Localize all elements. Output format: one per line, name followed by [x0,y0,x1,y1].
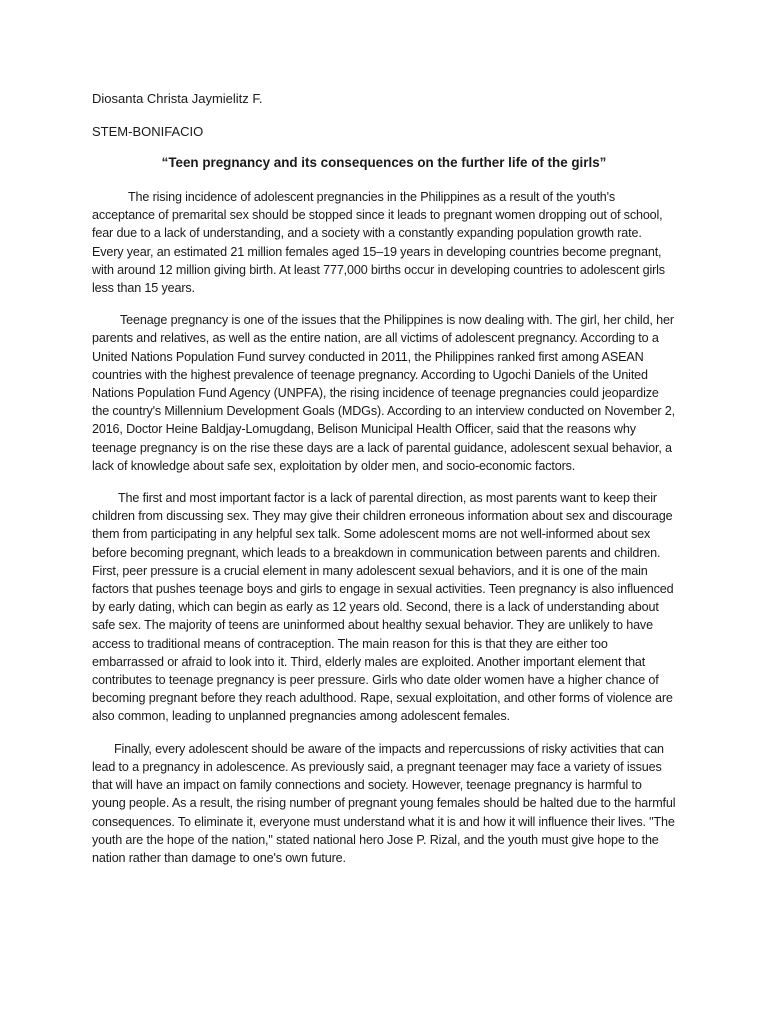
essay-title: “Teen pregnancy and its consequences on the further life of the girls” [161,155,607,170]
author-name: Diosanta Christa Jaymielitz F. [92,91,263,106]
paragraph-3: The first and most important factor is a lack of parental direction, as most parents want to keep their children from discussing sex. They may give their children erroneous information about sex and discourage them from participating in any helpful sex talk. Some adolescent moms are not well-informed about sex before becoming pregnant, which leads to a breakdown in communication between parents and children. First, peer pressure is a crucial element in many adolescent sexual behaviors, and it is one of the main factors that pushes teenage boys and girls to engage in sexual activities. Teen pregnancy is also influenced by early dating, which can begin as early as 12 years old. Second, there is a lack of understanding about safe sex. The majority of teens are uninformed about healthy sexual behavior. They are unlikely to have access to traditional means of contraception. The main reason for this is that they are either too embarrassed or afraid to look into it. Third, elderly males are exploited. Another important element that contributes to teenage pregnancy is peer pressure. Girls who date older women have a higher chance of becoming pregnant before they reach adulthood. Rape, sexual exploitation, and other forms of violence are also common, leading to unplanned pregnancies among adolescent females. [92,491,674,724]
section-name: STEM-BONIFACIO [92,124,204,139]
paragraph-1: The rising incidence of adolescent pregnancies in the Philippines as a result of the youth's acceptance of premarital sex should be stopped since it leads to pregnant women dropping out of school, fear due to a lack of understanding, and a society with a constantly expanding population growth rate. Every year, an estimated 21 million females aged 15–19 years in developing countries become pregnant, with around 12 million giving birth. At least 777,000 births occur in developing countries to adolescent girls less than 15 years. [92,190,665,296]
paragraph-4: Finally, every adolescent should be aware of the impacts and repercussions of risky activities that can lead to a pregnancy in adolescence. As previously said, a pregnant teenager may face a variety of issues that will have an impact on family connections and society. However, teenage pregnancy is harmful to young people. As a result, the rising number of pregnant young females should be halted due to the harmful consequences. To eliminate it, everyone must understand what it is and how it will influence their lives. "The youth are the hope of the nation," stated national hero Jose P. Rizal, and the youth must give hope to the nation rather than damage to one's own future. [92,741,676,865]
paragraph-2: Teenage pregnancy is one of the issues that the Philippines is now dealing with. The girl, her child, her parents and relatives, as well as the entire nation, are all victims of adolescent pregnancy. According to a United Nations Population Fund survey conducted in 2011, the Philippines ranked first among ASEAN countries with the highest prevalence of teenage pregnancy. According to Ugochi Daniels of the United Nations Population Fund Agency (UNPFA), the rising incidence of teenage pregnancies could jeopardize the country's Millennium Development Goals (MDGs). According to an interview conducted on November 2, 2016, Doctor Heine Baldjay-Lomugdang, Belison Municipal Health Officer, said that the reasons why teenage pregnancy is on the rise these days are a lack of parental guidance, adolescent sexual behavior, a lack of knowledge about safe sex, exploitation by older men, and socio-economic factors. [92,313,675,473]
